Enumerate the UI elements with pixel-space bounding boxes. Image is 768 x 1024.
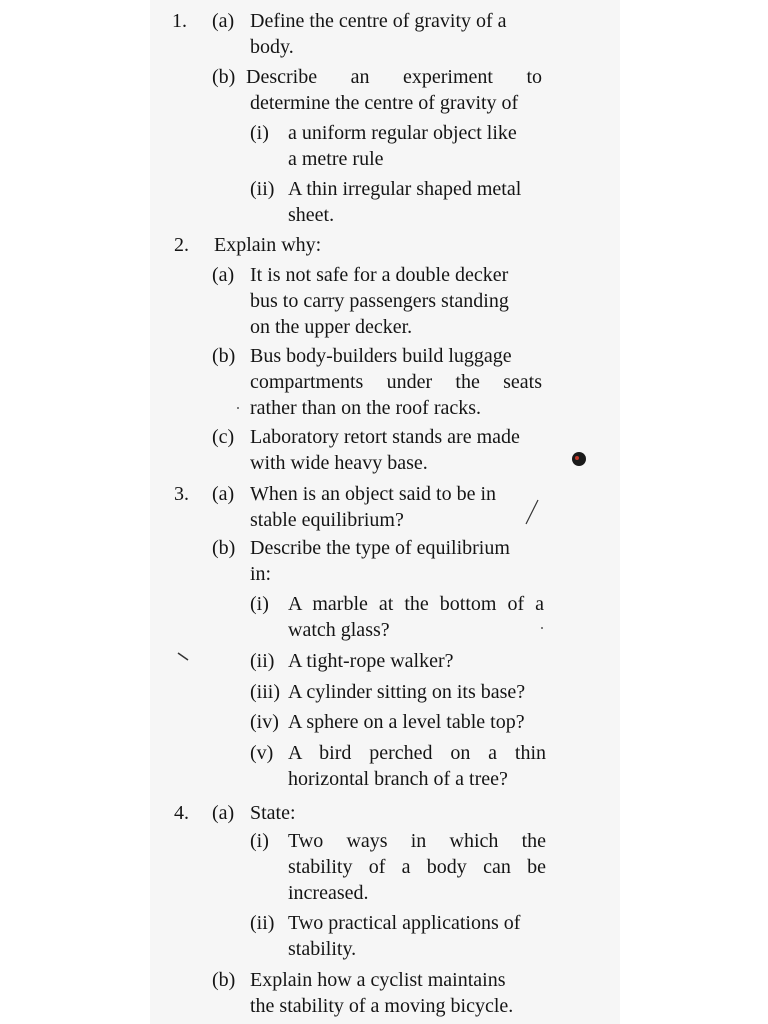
part-label: (b)	[212, 969, 236, 991]
question-text-line: Two ways in which the	[288, 830, 546, 852]
question-text-line: with wide heavy base.	[250, 452, 428, 474]
subpart-label: (i)	[250, 122, 269, 144]
question-text-line: State:	[250, 802, 296, 824]
question-text-line: It is not safe for a double decker	[250, 264, 509, 286]
question-text-line: watch glass?	[288, 619, 390, 641]
dot-mark	[236, 406, 240, 410]
question-text-line: Define the centre of gravity of a	[250, 10, 507, 32]
part-label: (a)	[212, 483, 235, 505]
question-text-line: the stability of a moving bicycle.	[250, 995, 514, 1017]
question-text-line: rather than on the roof racks.	[250, 397, 482, 419]
subpart-label: (i)	[250, 593, 269, 615]
question-text-line: A marble at the bottom of a	[288, 593, 544, 615]
question-intro: Explain why:	[214, 234, 322, 256]
question-text-line: A sphere on a level table top?	[288, 711, 525, 733]
question-text-line: When is an object said to be in	[250, 483, 497, 505]
part-label: (b)	[212, 345, 236, 367]
part-label: (b)	[212, 66, 236, 88]
tick-mark	[176, 650, 192, 664]
question-text-line: A bird perched on a thin	[288, 742, 546, 764]
subpart-label: (i)	[250, 830, 269, 852]
part-label: (a)	[212, 264, 235, 286]
question-text-line: stable equilibrium?	[250, 509, 404, 531]
subpart-label: (v)	[250, 742, 274, 764]
question-text-line: increased.	[288, 882, 369, 904]
question-number: 2.	[174, 234, 189, 256]
question-text-line: on the upper decker.	[250, 316, 413, 338]
question-text-line: a metre rule	[288, 148, 384, 170]
question-text-line: compartments under the seats	[250, 371, 542, 393]
question-number: 1.	[172, 10, 187, 32]
question-text-line: determine the centre of gravity of	[250, 92, 519, 114]
question-text-line: A thin irregular shaped metal	[288, 178, 522, 200]
subpart-label: (ii)	[250, 178, 275, 200]
pen-stroke-mark	[520, 498, 544, 528]
question-text-line: in:	[250, 563, 272, 585]
question-text-line: a uniform regular object like	[288, 122, 517, 144]
question-text-line: A tight-rope walker?	[288, 650, 454, 672]
subpart-label: (ii)	[250, 650, 275, 672]
question-text-line: Describe the type of equilibrium	[250, 537, 510, 559]
subpart-label: (iii)	[250, 681, 280, 703]
question-text-line: Describe an experiment to	[246, 66, 542, 88]
part-label: (b)	[212, 537, 236, 559]
question-text-line: sheet.	[288, 204, 335, 226]
question-text-line: horizontal branch of a tree?	[288, 768, 508, 790]
question-text-line: stability.	[288, 938, 357, 960]
dot-mark	[540, 626, 544, 630]
question-text-line: Bus body-builders build luggage	[250, 345, 512, 367]
question-text-line: bus to carry passengers standing	[250, 290, 509, 312]
question-number: 4.	[174, 802, 189, 824]
question-text-line: A cylinder sitting on its base?	[288, 681, 526, 703]
part-label: (c)	[212, 426, 235, 448]
question-text-line: stability of a body can be	[288, 856, 546, 878]
question-number: 3.	[174, 483, 189, 505]
question-text-line: Laboratory retort stands are made	[250, 426, 520, 448]
question-text-line: Two practical applications of	[288, 912, 521, 934]
question-text-line: Explain how a cyclist maintains	[250, 969, 506, 991]
question-text-line: body.	[250, 36, 294, 58]
subpart-label: (ii)	[250, 912, 275, 934]
subpart-label: (iv)	[250, 711, 279, 733]
part-label: (a)	[212, 10, 235, 32]
part-label: (a)	[212, 802, 235, 824]
ink-blot-mark	[570, 450, 588, 468]
